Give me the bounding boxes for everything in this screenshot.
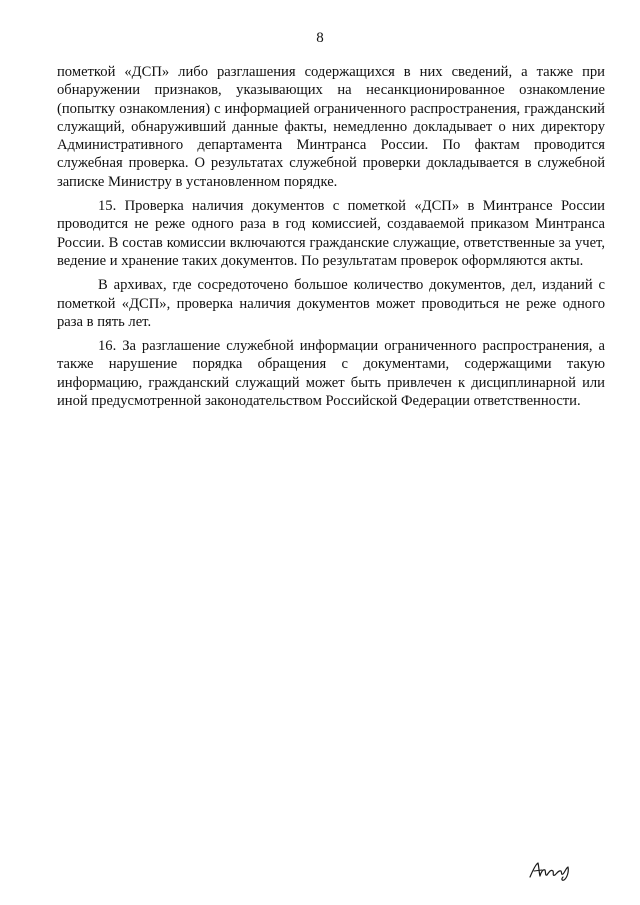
page-number: 8 — [316, 30, 324, 46]
document-body — [57, 63, 605, 410]
paragraph-16: 16. За разглашение служебной информации ограниченного распространения, а также нарушение порядка обращения с документами, содержащими такую информацию, гражданский служащий может быть привлечен к дисциплинарной или иной предусмотренной законодательством Российской Федерации ответственности. — [57, 338, 605, 410]
paragraph-archives: В архивах, где сосредоточено большое количество документов, дел, изданий с пометкой «ДСП», проверка наличия документов может проводиться не реже одного раза в пять лет. — [57, 277, 605, 330]
paragraph-15: 15. Проверка наличия документов с пометкой «ДСП» в Минтрансе России проводится не реже одного раза в год комиссией, создаваемой приказом Минтранса России. В состав комиссии включаются гражданские служащие, ответственные за учет, ведение и хранение таких документов. По результатам проверок оформляются акты. — [57, 198, 605, 269]
handwritten-initials-signature — [528, 858, 572, 882]
paragraph-continuation: пометкой «ДСП» либо разглашения содержащихся в них сведений, а также при обнаружении признаков, указывающих на несанкционированное ознакомление (попытку ознакомления) с информацией ограниченного распространения, гражданский служащий, обнаруживший данные факты, немедленно докладывает о них директору Административного департамента Минтранса России. По фактам проводится служебная проверка. О результатах служебной проверки докладывается в служебной записке Министру в установленном порядке. — [57, 64, 605, 190]
